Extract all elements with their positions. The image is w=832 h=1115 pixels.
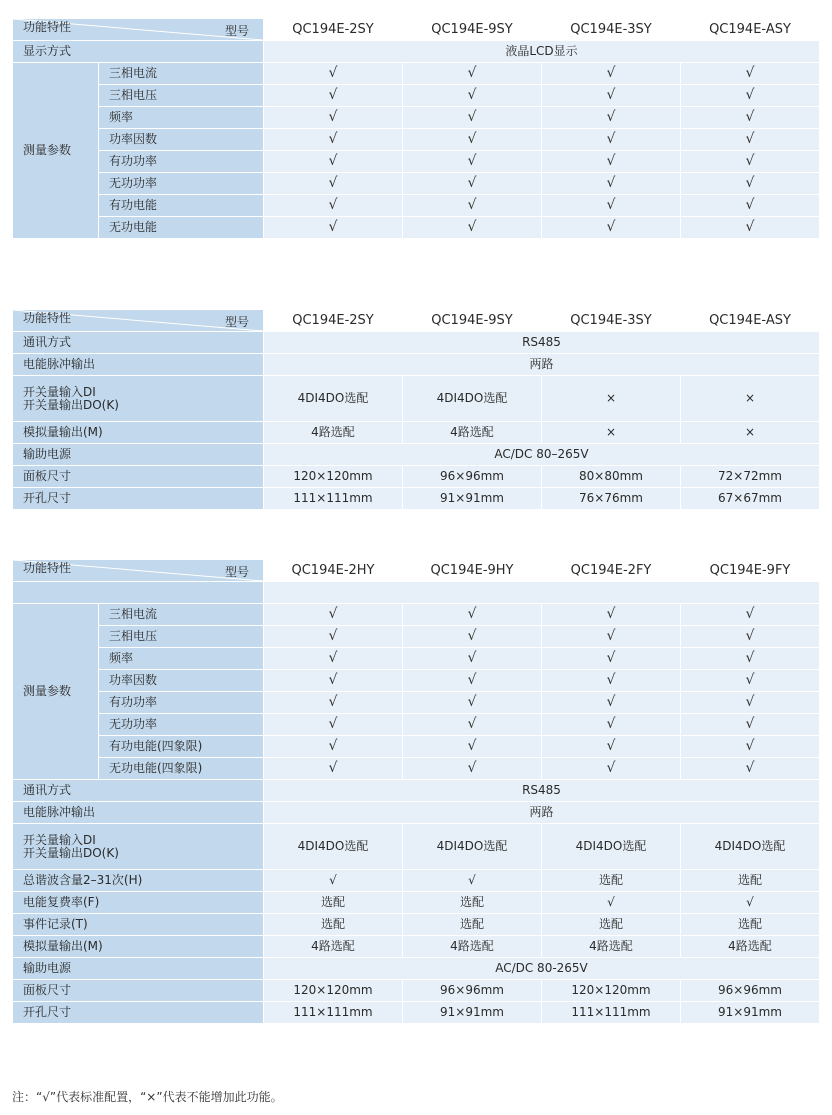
- table-row: [13, 780, 820, 802]
- row-label-harmonic: 总谐波含量2–31次(H): [13, 870, 264, 892]
- check-mark: √: [403, 604, 542, 626]
- param-label: 频率: [99, 107, 264, 129]
- param-label: 三相电流: [99, 604, 264, 626]
- analog-value: 4路选配: [403, 422, 542, 444]
- param-label: 无功功率: [99, 173, 264, 195]
- model-header: QC194E-9SY: [403, 310, 542, 332]
- check-mark: √: [403, 173, 542, 195]
- corner-model-label: 型号: [224, 565, 249, 579]
- row-label-analog: 模拟量输出(M): [13, 936, 264, 958]
- model-header: QC194E-9FY: [681, 560, 820, 582]
- check-mark: √: [264, 604, 403, 626]
- spec-table-harmonic: [12, 559, 820, 1024]
- table-row: [13, 444, 820, 466]
- table-row: [13, 1002, 820, 1024]
- table-row: [13, 41, 820, 63]
- row-label-analog: 模拟量输出(M): [13, 422, 264, 444]
- param-label: 三相电流: [99, 63, 264, 85]
- model-header: QC194E-ASY: [681, 19, 820, 41]
- event-value: 选配: [681, 914, 820, 936]
- io-label-line-2: 开关量输出DO(K): [23, 397, 119, 412]
- group-label-measure: 测量参数: [13, 604, 99, 780]
- power-value: AC/DC 80-265V: [264, 958, 820, 980]
- io-value: 4DI4DO选配: [264, 824, 403, 870]
- check-mark: √: [264, 217, 403, 239]
- check-mark: √: [264, 714, 403, 736]
- table-row: [13, 626, 820, 648]
- check-mark: √: [681, 151, 820, 173]
- table-row: [13, 422, 820, 444]
- check-mark: √: [681, 107, 820, 129]
- row-label-hole: 开孔尺寸: [13, 1002, 264, 1024]
- panel-value: 120×120mm: [542, 980, 681, 1002]
- table-row: [13, 648, 820, 670]
- check-mark: √: [403, 670, 542, 692]
- param-label: 三相电压: [99, 626, 264, 648]
- table-corner-header: [13, 19, 264, 41]
- table-row: [13, 936, 820, 958]
- row-label-pulse: 电能脉冲输出: [13, 354, 264, 376]
- spec-table-display: [12, 18, 820, 239]
- model-header: QC194E-2HY: [264, 560, 403, 582]
- panel-value: 120×120mm: [264, 466, 403, 488]
- check-mark: √: [542, 692, 681, 714]
- tariff-value: √: [542, 892, 681, 914]
- check-mark: √: [542, 714, 681, 736]
- check-mark: √: [403, 151, 542, 173]
- panel-value: 72×72mm: [681, 466, 820, 488]
- comm-value: RS485: [264, 780, 820, 802]
- blank-value-cell: [264, 582, 820, 604]
- check-mark: √: [403, 217, 542, 239]
- check-mark: √: [681, 670, 820, 692]
- check-mark: √: [542, 736, 681, 758]
- event-value: 选配: [403, 914, 542, 936]
- table-row: [13, 824, 820, 870]
- table-row: [13, 217, 820, 239]
- hole-value: 111×111mm: [264, 1002, 403, 1024]
- model-header: QC194E-2SY: [264, 310, 403, 332]
- analog-value: 4路选配: [264, 936, 403, 958]
- hole-value: 91×91mm: [403, 488, 542, 510]
- check-mark: √: [264, 195, 403, 217]
- table-row: [13, 376, 820, 422]
- corner-model-label: 型号: [224, 315, 249, 329]
- param-label: 三相电压: [99, 85, 264, 107]
- io-label-line-1: 开关量输入DI: [23, 384, 96, 399]
- panel-value: 96×96mm: [403, 980, 542, 1002]
- model-header: QC194E-ASY: [681, 310, 820, 332]
- check-mark: √: [542, 85, 681, 107]
- row-label-tariff: 电能复费率(F): [13, 892, 264, 914]
- check-mark: √: [264, 151, 403, 173]
- tariff-value: 选配: [264, 892, 403, 914]
- check-mark: √: [264, 670, 403, 692]
- model-header: QC194E-2FY: [542, 560, 681, 582]
- param-label: 无功功率: [99, 714, 264, 736]
- row-label-display: 显示方式: [13, 41, 264, 63]
- io-value: 4DI4DO选配: [542, 824, 681, 870]
- analog-value: ×: [681, 422, 820, 444]
- check-mark: √: [681, 648, 820, 670]
- spec-table-io: [12, 309, 820, 510]
- hole-value: 91×91mm: [681, 1002, 820, 1024]
- table-row: [13, 63, 820, 85]
- param-label: 有功功率: [99, 151, 264, 173]
- param-label: 有功电能(四象限): [99, 736, 264, 758]
- row-label-power: 输助电源: [13, 958, 264, 980]
- hole-value: 67×67mm: [681, 488, 820, 510]
- footnote: 注：“√”代表标准配置，“×”代表不能增加此功能。: [12, 1090, 283, 1104]
- check-mark: √: [264, 736, 403, 758]
- table-row: [13, 151, 820, 173]
- check-mark: √: [542, 173, 681, 195]
- check-mark: √: [542, 604, 681, 626]
- analog-value: 4路选配: [681, 936, 820, 958]
- check-mark: √: [403, 85, 542, 107]
- table-row: [13, 958, 820, 980]
- power-value: AC/DC 80–265V: [264, 444, 820, 466]
- io-label-line-2: 开关量输出DO(K): [23, 845, 119, 860]
- check-mark: √: [264, 129, 403, 151]
- row-label-io: [13, 824, 264, 870]
- hole-value: 91×91mm: [403, 1002, 542, 1024]
- param-label: 功率因数: [99, 670, 264, 692]
- harmonic-value: 选配: [542, 870, 681, 892]
- harmonic-value: 选配: [681, 870, 820, 892]
- check-mark: √: [264, 626, 403, 648]
- pulse-value: 两路: [264, 802, 820, 824]
- io-value: 4DI4DO选配: [264, 376, 403, 422]
- panel-value: 120×120mm: [264, 980, 403, 1002]
- param-label: 无功电能(四象限): [99, 758, 264, 780]
- comm-value: RS485: [264, 332, 820, 354]
- model-header: QC194E-9SY: [403, 19, 542, 41]
- table-row: [13, 692, 820, 714]
- check-mark: √: [403, 107, 542, 129]
- table-row: [13, 714, 820, 736]
- pulse-value: 两路: [264, 354, 820, 376]
- param-label: 有功电能: [99, 195, 264, 217]
- table-row: [13, 332, 820, 354]
- row-label-power: 输助电源: [13, 444, 264, 466]
- io-label-line-1: 开关量输入DI: [23, 832, 96, 847]
- table-row: [13, 892, 820, 914]
- panel-value: 96×96mm: [403, 466, 542, 488]
- check-mark: √: [542, 648, 681, 670]
- check-mark: √: [681, 217, 820, 239]
- check-mark: √: [403, 758, 542, 780]
- check-mark: √: [681, 758, 820, 780]
- check-mark: √: [542, 758, 681, 780]
- table-row: [13, 195, 820, 217]
- row-label-panel: 面板尺寸: [13, 980, 264, 1002]
- analog-value: 4路选配: [264, 422, 403, 444]
- model-header: QC194E-3SY: [542, 19, 681, 41]
- check-mark: √: [681, 714, 820, 736]
- check-mark: √: [264, 648, 403, 670]
- group-label-measure: 测量参数: [13, 63, 99, 239]
- model-header: QC194E-2SY: [264, 19, 403, 41]
- table-row: [13, 670, 820, 692]
- harmonic-value: √: [403, 870, 542, 892]
- check-mark: √: [542, 195, 681, 217]
- param-label: 功率因数: [99, 129, 264, 151]
- panel-value: 96×96mm: [681, 980, 820, 1002]
- corner-model-label: 型号: [224, 24, 249, 38]
- check-mark: √: [542, 670, 681, 692]
- table-row: [13, 129, 820, 151]
- table-row: [13, 85, 820, 107]
- check-mark: √: [681, 626, 820, 648]
- check-mark: √: [403, 626, 542, 648]
- analog-value: 4路选配: [403, 936, 542, 958]
- display-value: 液晶LCD显示: [264, 41, 820, 63]
- check-mark: √: [542, 151, 681, 173]
- param-label: 无功电能: [99, 217, 264, 239]
- param-label: 有功功率: [99, 692, 264, 714]
- check-mark: √: [264, 107, 403, 129]
- table-corner-header: [13, 310, 264, 332]
- table-row: [13, 758, 820, 780]
- corner-feature-label: 功能特性: [23, 20, 72, 34]
- table-row: [13, 107, 820, 129]
- table-row: [13, 466, 820, 488]
- corner-feature-label: 功能特性: [23, 561, 72, 575]
- check-mark: √: [681, 692, 820, 714]
- check-mark: √: [681, 173, 820, 195]
- check-mark: √: [542, 626, 681, 648]
- check-mark: √: [681, 195, 820, 217]
- io-value: 4DI4DO选配: [403, 376, 542, 422]
- check-mark: √: [403, 714, 542, 736]
- check-mark: √: [264, 692, 403, 714]
- check-mark: √: [681, 736, 820, 758]
- table-row: [13, 870, 820, 892]
- tariff-value: 选配: [403, 892, 542, 914]
- check-mark: √: [403, 63, 542, 85]
- check-mark: √: [264, 85, 403, 107]
- check-mark: √: [542, 217, 681, 239]
- harmonic-value: √: [264, 870, 403, 892]
- check-mark: √: [403, 692, 542, 714]
- row-label-pulse: 电能脉冲输出: [13, 802, 264, 824]
- check-mark: √: [542, 129, 681, 151]
- check-mark: √: [542, 63, 681, 85]
- row-label-comm: 通讯方式: [13, 332, 264, 354]
- analog-value: ×: [542, 422, 681, 444]
- check-mark: √: [681, 63, 820, 85]
- check-mark: √: [403, 736, 542, 758]
- table-row: [13, 488, 820, 510]
- table-row: [13, 802, 820, 824]
- io-value: ×: [681, 376, 820, 422]
- hole-value: 76×76mm: [542, 488, 681, 510]
- table-row-blank: [13, 582, 820, 604]
- check-mark: √: [542, 107, 681, 129]
- corner-feature-label: 功能特性: [23, 311, 72, 325]
- table-row: [13, 736, 820, 758]
- check-mark: √: [264, 63, 403, 85]
- check-mark: √: [681, 129, 820, 151]
- io-value: 4DI4DO选配: [403, 824, 542, 870]
- event-value: 选配: [264, 914, 403, 936]
- check-mark: √: [264, 173, 403, 195]
- check-mark: √: [264, 758, 403, 780]
- row-label-panel: 面板尺寸: [13, 466, 264, 488]
- hole-value: 111×111mm: [264, 488, 403, 510]
- io-value: ×: [542, 376, 681, 422]
- check-mark: √: [681, 85, 820, 107]
- row-label-io: [13, 376, 264, 422]
- check-mark: √: [403, 648, 542, 670]
- table-row: [13, 914, 820, 936]
- table-row: [13, 604, 820, 626]
- table-row: [13, 354, 820, 376]
- check-mark: √: [403, 195, 542, 217]
- check-mark: √: [681, 604, 820, 626]
- hole-value: 111×111mm: [542, 1002, 681, 1024]
- check-mark: √: [403, 129, 542, 151]
- analog-value: 4路选配: [542, 936, 681, 958]
- panel-value: 80×80mm: [542, 466, 681, 488]
- model-header: QC194E-3SY: [542, 310, 681, 332]
- table-row: [13, 980, 820, 1002]
- model-header: QC194E-9HY: [403, 560, 542, 582]
- blank-label-cell: [13, 582, 264, 604]
- param-label: 频率: [99, 648, 264, 670]
- row-label-event: 事件记录(T): [13, 914, 264, 936]
- event-value: 选配: [542, 914, 681, 936]
- row-label-hole: 开孔尺寸: [13, 488, 264, 510]
- table-corner-header: [13, 560, 264, 582]
- table-row: [13, 173, 820, 195]
- tariff-value: √: [681, 892, 820, 914]
- io-value: 4DI4DO选配: [681, 824, 820, 870]
- row-label-comm: 通讯方式: [13, 780, 264, 802]
